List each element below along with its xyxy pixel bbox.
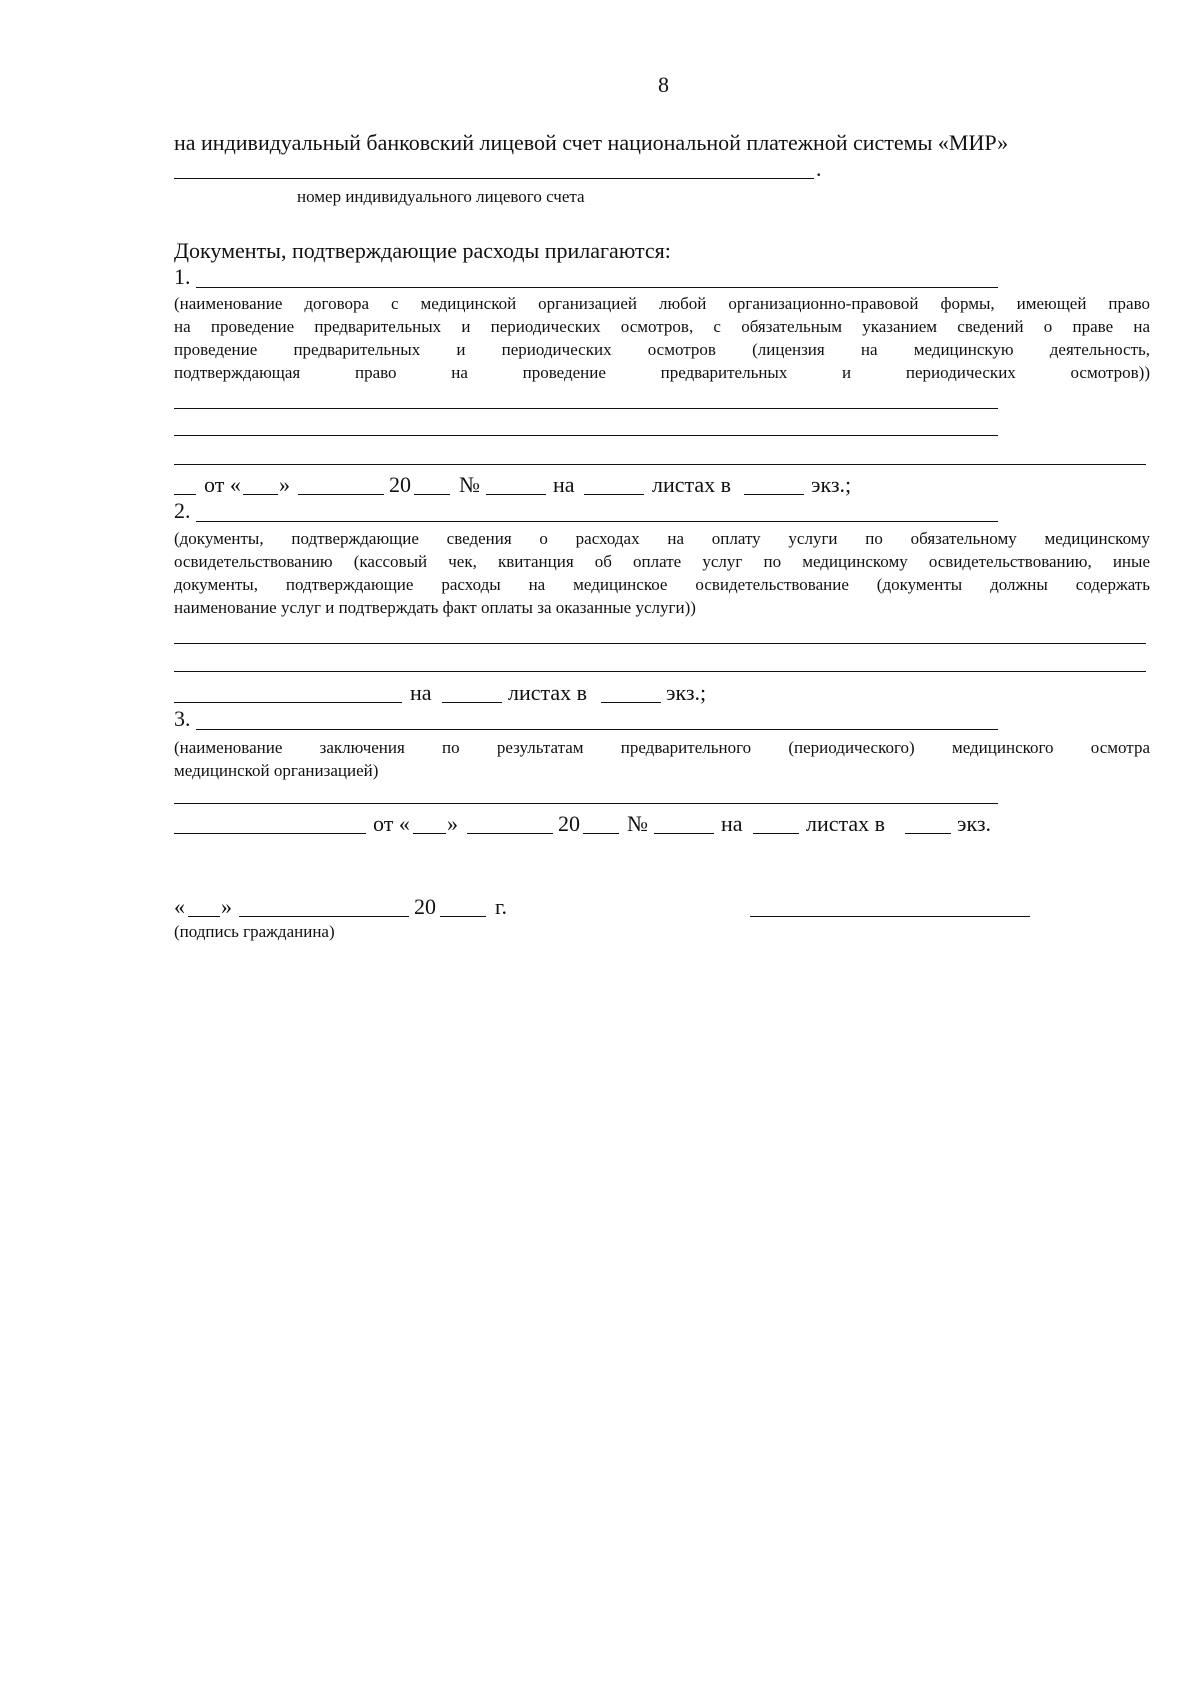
signature-year: 20 — [414, 894, 436, 919]
item-3-month-field[interactable] — [467, 833, 553, 834]
item-3-num: № — [627, 811, 648, 836]
item-1-on: на — [553, 472, 575, 497]
item-3-on: на — [721, 811, 743, 836]
item-2-sheets-field[interactable] — [442, 702, 502, 703]
item-3-year: 20 — [558, 811, 580, 836]
item-1-copies: экз.; — [811, 472, 852, 497]
item-2-copies-field[interactable] — [601, 702, 661, 703]
item-1-num: № — [459, 472, 480, 497]
item-2-caption-line-1: (документы, подтверждающие сведения о расходах на оплату услуги по обязательному медицинскому — [174, 529, 1150, 548]
item-3-number: 3. — [174, 706, 191, 731]
item-1-caption-line-2: на проведение предварительных и периодических осмотров, с обязательным указанием сведений о праве на — [174, 317, 1150, 336]
item-3-caption-line-2: медицинской организацией) — [174, 761, 379, 780]
item-2-extra-line-2[interactable] — [174, 671, 1146, 672]
signature-year-suffix: г. — [495, 894, 508, 919]
item-1-from: от « — [204, 472, 241, 497]
item-3-name-field[interactable] — [196, 729, 998, 730]
item-2-caption-line-2: освидетельствованию (кассовый чек, квитанция об оплате услуг по медицинскому освидетельствованию, иные — [174, 552, 1150, 571]
item-1-prefix-field[interactable] — [174, 494, 196, 495]
item-3-quote-close: » — [447, 811, 458, 836]
signature-caption: (подпись гражданина) — [174, 922, 335, 941]
account-period: . — [816, 156, 822, 181]
item-1-caption-line-3: проведение предварительных и периодических осмотров (лицензия на медицинскую деятельность, — [174, 340, 1150, 359]
item-1-number: 1. — [174, 264, 191, 289]
signature-month-field[interactable] — [239, 916, 409, 917]
intro-line: на индивидуальный банковский лицевой счет национальной платежной системы «МИР» — [174, 130, 1009, 155]
item-1-month-field[interactable] — [298, 494, 384, 495]
page-number: 8 — [658, 72, 669, 97]
item-1-copies-field[interactable] — [744, 494, 804, 495]
item-3-from: от « — [373, 811, 410, 836]
item-3-caption-line-1: (наименование заключения по результатам предварительного (периодического) медицинского осмотра — [174, 738, 1150, 757]
signature-day-field[interactable] — [188, 916, 220, 917]
item-1-caption-line-4: подтверждающая право на проведение предварительных и периодических осмотров)) — [174, 363, 1150, 382]
item-3-extra-line-1[interactable] — [174, 803, 998, 804]
documents-heading: Документы, подтверждающие расходы прилагаются: — [174, 238, 671, 263]
item-1-number-field[interactable] — [486, 494, 546, 495]
item-2-on: на — [410, 680, 432, 705]
signature-year-field[interactable] — [440, 916, 486, 917]
item-1-extra-line-3[interactable] — [174, 464, 1146, 465]
item-2-name-short-field[interactable] — [174, 702, 402, 703]
item-3-year-field[interactable] — [583, 833, 619, 834]
item-3-number-field[interactable] — [654, 833, 714, 834]
item-3-sheets-in: листах в — [806, 811, 886, 836]
item-1-sheets-field[interactable] — [584, 494, 644, 495]
item-1-sheets-in: листах в — [652, 472, 732, 497]
signature-quote-open: « — [174, 894, 185, 919]
item-2-caption-line-4: наименование услуг и подтверждать факт оплаты за оказанные услуги)) — [174, 598, 696, 617]
item-3-sheets-field[interactable] — [753, 833, 799, 834]
item-3-prefix-field[interactable] — [174, 833, 366, 834]
item-2-name-field[interactable] — [196, 521, 998, 522]
item-1-day-field[interactable] — [243, 494, 278, 495]
account-caption: номер индивидуального лицевого счета — [297, 187, 585, 206]
item-1-name-field[interactable] — [196, 287, 998, 288]
account-number-field[interactable] — [174, 178, 814, 179]
item-3-copies: экз. — [957, 811, 992, 836]
item-1-year: 20 — [389, 472, 411, 497]
item-2-number: 2. — [174, 498, 191, 523]
signature-quote-close: » — [221, 894, 232, 919]
item-2-copies: экз.; — [666, 680, 707, 705]
item-2-sheets-in: листах в — [508, 680, 588, 705]
item-2-caption-line-3: документы, подтверждающие расходы на медицинское освидетельствование (документы должны содержать — [174, 575, 1150, 594]
item-3-day-field[interactable] — [413, 833, 446, 834]
item-1-caption-line-1: (наименование договора с медицинской организацией любой организационно-правовой формы, имеющей право — [174, 294, 1150, 313]
signature-field[interactable] — [750, 916, 1030, 917]
item-2-extra-line-1[interactable] — [174, 643, 1146, 644]
item-1-year-field[interactable] — [414, 494, 450, 495]
item-1-extra-line-1[interactable] — [174, 408, 998, 409]
item-1-extra-line-2[interactable] — [174, 435, 998, 436]
item-3-copies-field[interactable] — [905, 833, 951, 834]
item-1-quote-close: » — [279, 472, 290, 497]
